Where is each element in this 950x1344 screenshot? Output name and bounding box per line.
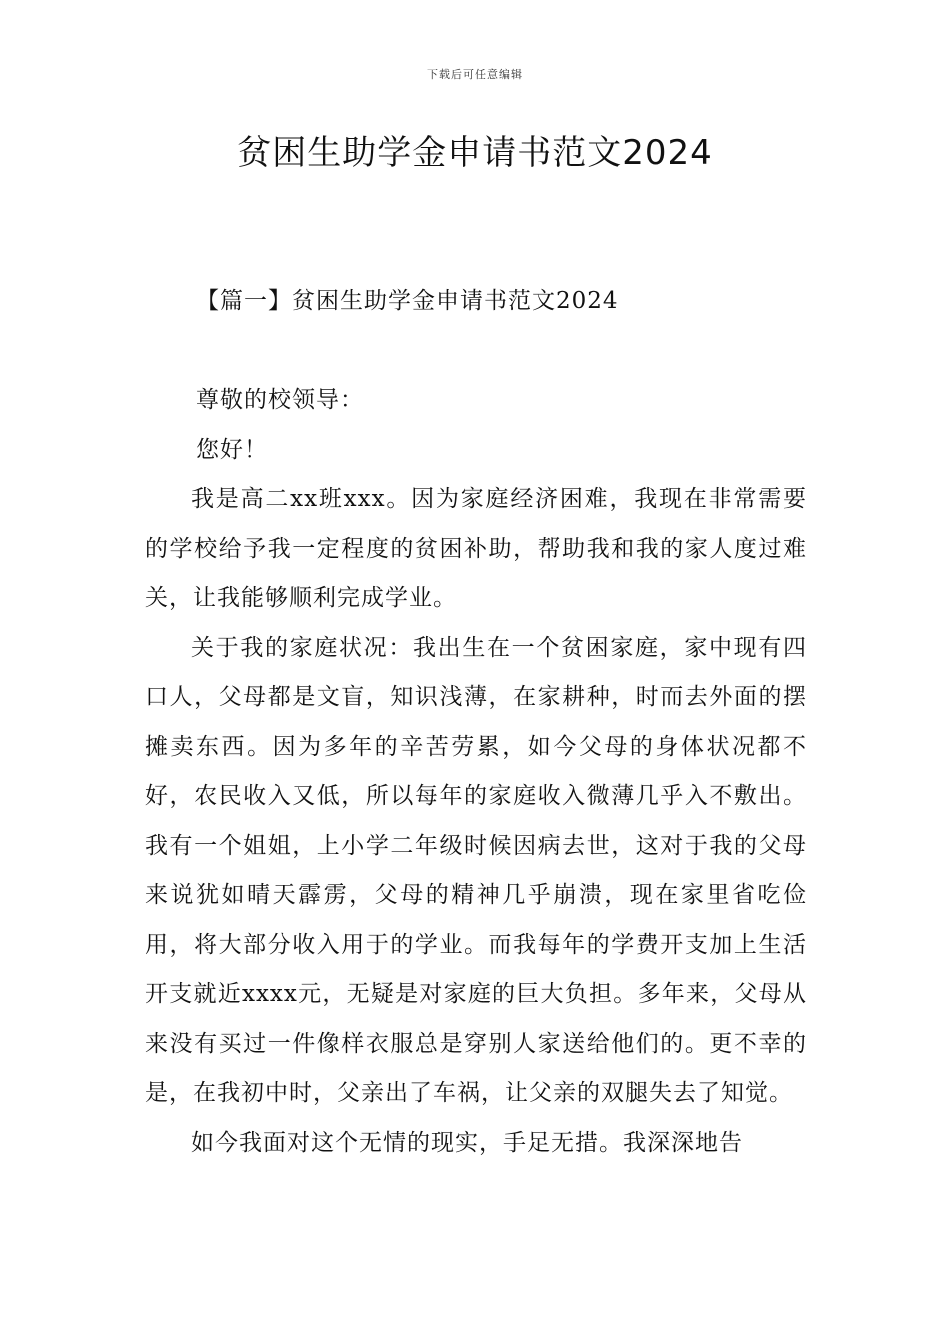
document-title: 贫困生助学金申请书范文2024 <box>237 133 713 173</box>
salutation: 尊敬的校领导： <box>196 387 364 413</box>
paragraph: 关于我的家庭状况：我出生在一个贫困家庭，家中现有四口人，父母都是文盲，知识浅薄，在家耕种，时而去外面的摆摊卖东西。因为多年的辛苦劳累，如今父母的身体状况都不好，农民收入又低，所以每年的家庭收入微薄几乎入不敷出。我有一个姐姐，上小学二年级时候因病去世，这对于我的父母来说犹如晴天霹雳，父母的精神几乎崩溃，现在家里省吃俭用，将大部分收入用于的学业。而我每年的学费开支加上生活开支就近xxxx元，无疑是对家庭的巨大负担。多年来，父母从来没有买过一件像样衣服总是穿别人家送给他们的。更不幸的是，在我初中时，父亲出了车祸，让父亲的双腿失去了知觉。 <box>145 634 807 1106</box>
letter-body <box>145 475 807 1168</box>
salutation-block <box>145 376 807 475</box>
paragraph: 我是高二xx班xxx。因为家庭经济困难，我现在非常需要的学校给予我一定程度的贫困补助，帮助我和我的家人度过难关，让我能够顺利完成学业。 <box>145 486 807 611</box>
greeting: 您好！ <box>196 436 268 463</box>
paragraph: 如今我面对这个无情的现实，手足无措。我深深地告 <box>191 1129 743 1156</box>
section-heading: 【篇一】贫困生助学金申请书范文2024 <box>196 288 619 314</box>
header-note: 下载后可任意编辑 <box>427 68 523 81</box>
